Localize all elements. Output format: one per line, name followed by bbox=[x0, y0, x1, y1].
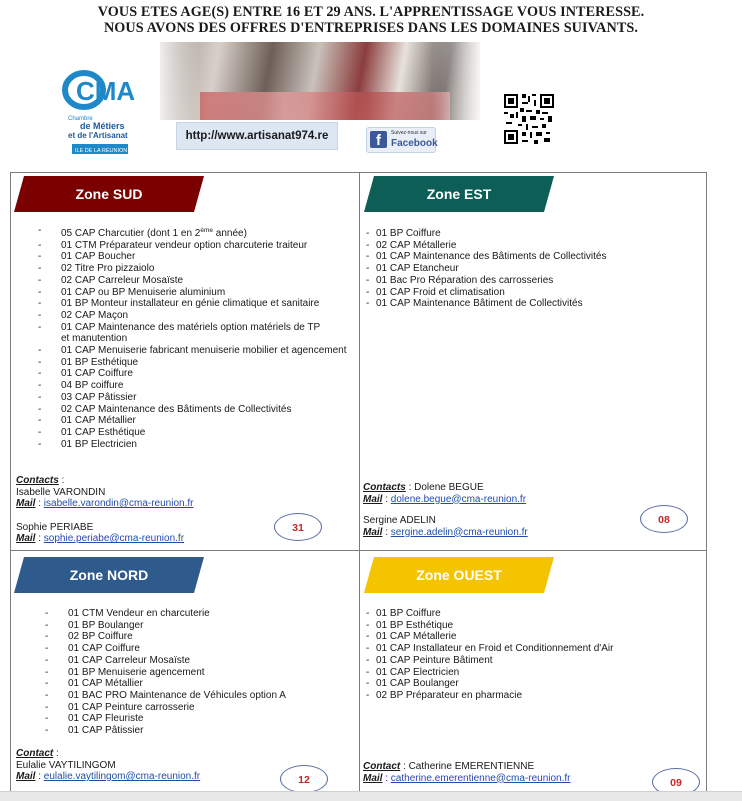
zone-est-department-badge: 08 bbox=[640, 505, 688, 533]
zone-nord-title: Zone NORD bbox=[69, 567, 149, 583]
contact-email-link[interactable]: eulalie.vaytilingom@cma-reunion.fr bbox=[43, 771, 201, 782]
contact-email-link[interactable]: isabelle.varondin@cma-reunion.fr bbox=[43, 498, 194, 509]
logo-mark-text: CMA bbox=[76, 76, 136, 106]
contact-name: : Dolene BEGUE bbox=[405, 482, 484, 493]
list-item: - 01 BP Electricien bbox=[38, 439, 347, 451]
contacts-label: Contacts bbox=[16, 475, 59, 486]
contact-name: Sergine ADELIN bbox=[363, 515, 436, 526]
mail-label: Mail bbox=[16, 498, 36, 509]
list-item: - 02 CAP Maçon bbox=[38, 310, 347, 322]
facebook-label: Facebook bbox=[391, 138, 438, 149]
zone-sud-title: Zone SUD bbox=[75, 186, 143, 202]
zone-nord-contacts bbox=[16, 748, 200, 783]
list-item bbox=[38, 322, 347, 345]
mail-separator: : bbox=[35, 533, 44, 544]
website-url-link[interactable]: http://www.artisanat974.re bbox=[176, 122, 338, 150]
zone-ouest-department-badge: 09 bbox=[652, 768, 700, 796]
list-item: - 01 BP Coiffure bbox=[366, 228, 607, 240]
list-item: - 01 CAP Peinture carrosserie bbox=[45, 702, 286, 714]
header-photo-collage bbox=[160, 42, 480, 120]
list-item: - 01 CAP Electricien bbox=[366, 667, 613, 679]
list-item: - 02 CAP Carreleur Mosaïste bbox=[38, 275, 347, 287]
contacts-label: Contacts bbox=[363, 482, 406, 493]
mail-label: Mail bbox=[363, 493, 383, 505]
sud-first-item-part-b: année) bbox=[213, 228, 247, 239]
mail-separator: : bbox=[35, 498, 44, 509]
list-item: - 03 CAP Pâtissier bbox=[38, 392, 347, 404]
list-item: - 04 BP coiffure bbox=[38, 380, 347, 392]
headline-line-1: VOUS ETES AGE(S) ENTRE 16 ET 29 ANS. L'APPRENTISSAGE VOUS INTERESSE. bbox=[97, 4, 645, 20]
list-item-text: 01 CAP Maintenance des matériels option matériels de TP et manutention bbox=[61, 321, 321, 345]
zone-est-banner bbox=[364, 176, 554, 212]
list-item: - 01 BP Monteur installateur en génie climatique et sanitaire bbox=[38, 298, 347, 310]
zone-est-offers-list bbox=[366, 228, 607, 310]
contact-email-link[interactable]: dolene.begue@cma-reunion.fr bbox=[390, 493, 527, 505]
list-item: - 01 BAC PRO Maintenance de Véhicules option A bbox=[45, 690, 286, 702]
list-item: - 02 BP Coiffure bbox=[45, 631, 286, 643]
mail-label: Mail bbox=[16, 533, 36, 544]
contact-label: Contact bbox=[16, 748, 54, 759]
facebook-small-text: Suivez-nous sur bbox=[391, 130, 427, 136]
mail-separator: : bbox=[382, 772, 391, 784]
contact-name: Isabelle VARONDIN bbox=[16, 486, 106, 498]
list-item: - 01 CTM Préparateur vendeur option charcuterie traiteur bbox=[38, 240, 347, 252]
list-item: - 01 CAP Métallerie bbox=[366, 631, 613, 643]
contact-name: Eulalie VAYTILINGOM bbox=[16, 759, 116, 771]
list-item bbox=[38, 225, 347, 240]
logo-line-2: de Métiers bbox=[80, 121, 125, 131]
zone-sud-department-badge: 31 bbox=[274, 513, 322, 541]
page-headline bbox=[0, 4, 742, 36]
list-item: - 01 CAP Installateur en Froid et Conditionnement d'Air bbox=[366, 643, 613, 655]
list-item: - 01 CAP Etancheur bbox=[366, 263, 607, 275]
zone-ouest-banner bbox=[364, 557, 554, 593]
facebook-icon: f bbox=[370, 131, 387, 148]
contacts-label-suffix: : bbox=[58, 475, 65, 486]
list-item: - 01 BP Coiffure bbox=[366, 608, 613, 620]
list-item: - 01 CAP Pâtissier bbox=[45, 725, 286, 737]
mail-separator: : bbox=[35, 771, 44, 782]
mail-label: Mail bbox=[363, 772, 383, 784]
contact-label-suffix: : bbox=[53, 748, 59, 759]
contact-email-link[interactable]: sophie.periabe@cma-reunion.fr bbox=[43, 533, 185, 544]
list-item: - 01 Bac Pro Réparation des carrosseries bbox=[366, 275, 607, 287]
logo-line-1: Chambre bbox=[68, 116, 93, 122]
qr-code-icon bbox=[504, 94, 554, 144]
list-item: - 02 Titre Pro pizzaiolo bbox=[38, 263, 347, 275]
list-item: - 01 CAP Coiffure bbox=[45, 643, 286, 655]
zone-sud-offers-list bbox=[38, 225, 347, 450]
mail-label: Mail bbox=[16, 771, 36, 782]
zone-est-title: Zone EST bbox=[426, 186, 492, 202]
list-item: - 01 CAP Esthétique bbox=[38, 427, 347, 439]
list-item: - 01 CAP Peinture Bâtiment bbox=[366, 655, 613, 667]
list-item: - 01 CAP Boucher bbox=[38, 251, 347, 263]
list-item: - 01 CAP Maintenance Bâtiment de Collectivités bbox=[366, 298, 607, 310]
zone-ouest-title: Zone OUEST bbox=[416, 567, 502, 583]
zone-ouest-contacts bbox=[363, 761, 570, 784]
list-item: - 01 CAP Carreleur Mosaïste bbox=[45, 655, 286, 667]
zone-nord-banner bbox=[14, 557, 204, 593]
list-item: - 01 CAP Métallier bbox=[38, 415, 347, 427]
sud-first-item-part-a: 05 CAP Charcutier (dont 1 en 2 bbox=[61, 228, 201, 239]
list-item: - 01 CAP Maintenance des Bâtiments de Collectivités bbox=[366, 251, 607, 263]
list-item: - 01 CAP Coiffure bbox=[38, 368, 347, 380]
list-item: - 01 CAP Boulanger bbox=[366, 678, 613, 690]
list-item: - 01 CAP Métallier bbox=[45, 678, 286, 690]
list-item: - 02 CAP Métallerie bbox=[366, 240, 607, 252]
list-item: - 02 CAP Maintenance des Bâtiments de Collectivités bbox=[38, 404, 347, 416]
contact-email-link[interactable]: catherine.emerentienne@cma-reunion.fr bbox=[390, 772, 571, 784]
mail-label: Mail bbox=[363, 526, 383, 538]
list-item: - 01 CAP Froid et climatisation bbox=[366, 287, 607, 299]
headline-line-2: NOUS AVONS DES OFFRES D'ENTREPRISES DANS LES DOMAINES SUIVANTS. bbox=[103, 20, 639, 36]
list-item: - 01 BP Esthétique bbox=[38, 357, 347, 369]
zone-nord-department-badge: 12 bbox=[280, 765, 328, 793]
sud-first-item-superscript: ème bbox=[200, 227, 213, 234]
contact-email-link[interactable]: sergine.adelin@cma-reunion.fr bbox=[390, 526, 528, 538]
facebook-badge[interactable] bbox=[366, 127, 436, 153]
mail-separator: : bbox=[382, 493, 391, 505]
contact-name: : Catherine EMERENTIENNE bbox=[400, 761, 535, 772]
logo-line-3: et de l'Artisanat bbox=[68, 131, 128, 140]
zone-ouest-offers-list bbox=[366, 608, 613, 702]
contact-label: Contact bbox=[363, 761, 401, 772]
logo-line-4: ILE DE LA RÉUNION bbox=[75, 148, 128, 154]
list-item: - 01 BP Menuiserie agencement bbox=[45, 667, 286, 679]
list-item: - 01 CAP ou BP Menuiserie aluminium bbox=[38, 287, 347, 299]
cma-logo-mark bbox=[62, 68, 152, 160]
zone-nord-offers-list bbox=[45, 608, 286, 737]
list-item: - 01 CAP Menuiserie fabricant menuiserie mobilier et agencement bbox=[38, 345, 347, 357]
list-item: - 01 CAP Fleuriste bbox=[45, 713, 286, 725]
cma-logo bbox=[62, 68, 152, 160]
list-item: - 01 BP Boulanger bbox=[45, 620, 286, 632]
mail-separator: : bbox=[382, 526, 391, 538]
list-item: - 02 BP Préparateur en pharmacie bbox=[366, 690, 613, 702]
list-item: - 01 BP Esthétique bbox=[366, 620, 613, 632]
zones-table-horizontal-divider bbox=[10, 550, 707, 551]
zones-table-vertical-divider bbox=[359, 172, 360, 794]
zone-sud-contacts bbox=[16, 475, 193, 545]
zone-est-contacts bbox=[363, 482, 528, 538]
contact-name: Sophie PERIABE bbox=[16, 521, 94, 533]
list-item: - 01 CTM Vendeur en charcuterie bbox=[45, 608, 286, 620]
zone-sud-banner bbox=[14, 176, 204, 212]
